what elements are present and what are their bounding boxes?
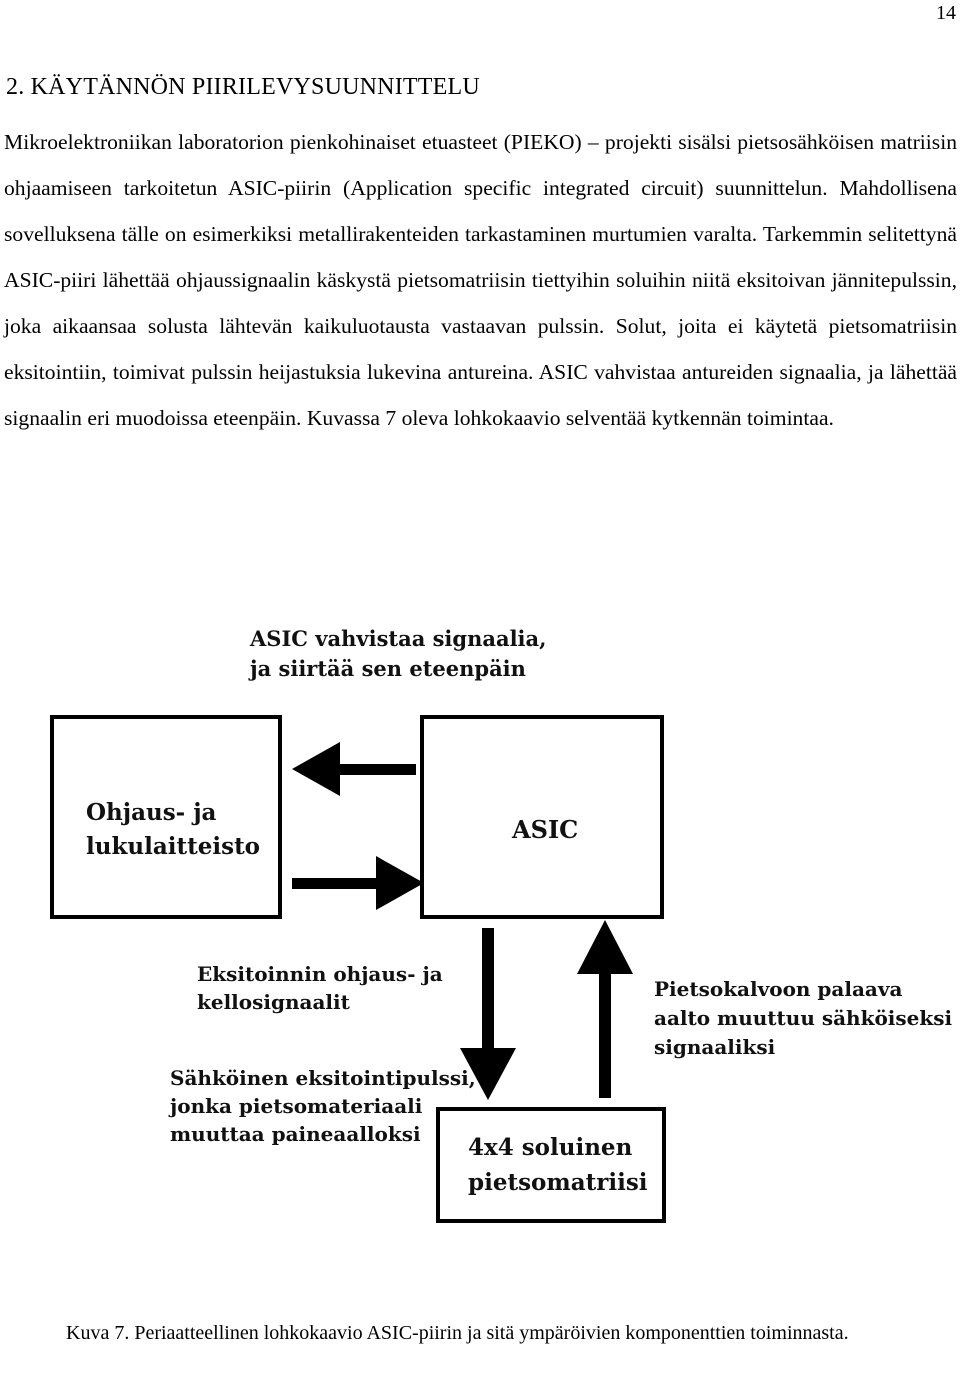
control-block-line-1: Ohjaus- ja (86, 799, 217, 826)
return-label-line-3: signaaliksi (654, 1035, 776, 1059)
top-label-line-1: ASIC vahvistaa signaalia, (250, 626, 547, 651)
page-number: 14 (936, 2, 956, 24)
excitation-label-line-1: Eksitoinnin ohjaus- ja (197, 962, 443, 986)
return-label-line-2: aalto muuttuu sähköiseksi (654, 1006, 953, 1030)
arrow-left-icon (292, 742, 416, 796)
top-label-line-2: ja siirtää sen eteenpäin (250, 656, 526, 681)
arrow-up-icon (577, 920, 633, 1098)
block-diagram (0, 590, 960, 1240)
section-heading: 2. KÄYTÄNNÖN PIIRILEVYSUUNNITTELU (6, 74, 480, 100)
control-block-line-2: lukulaitteisto (86, 833, 261, 860)
asic-block-label: ASIC (512, 815, 579, 844)
figure-caption: Kuva 7. Periaatteellinen lohkokaavio ASIC-piirin ja sitä ympäröivien komponenttien toiminnasta. (66, 1322, 849, 1344)
body-paragraph: Mikroelektroniikan laboratorion pienkohinaiset etuasteet (PIEKO) – projekti sisälsi pietsosähköisen matriisin ohjaamiseen tarkoitetun ASIC-piirin (Application specific integrated circuit) suunnittelun. Mahdollisena sovelluksena tälle on esimerkiksi metallirakenteiden tarkastaminen murtumien varalta. Tarkemmin selitettynä ASIC-piiri lähettää ohjaussignaalin käskystä pietsomatriisin tiettyihin soluihin niitä eksitoivan jännitepulssin, joka aikaansaa solusta lähtevän kaikuluotausta vastaavan pulssin. Solut, joita ei käytetä pietsomatriisin eksitointiin, toimivat pulssin heijastuksia lukevina antureina. ASIC vahvistaa antureiden signaalia, ja lähettää signaalin eri muodoissa eteenpäin. Kuvassa 7 oleva lohkokaavio selventää kytkennän toimintaa. (4, 130, 957, 430)
arrow-right-icon (292, 856, 424, 910)
pulse-label-line-1: Sähköinen eksitointipulssi, (170, 1066, 476, 1090)
pulse-label-line-2: jonka pietsomateriaali (170, 1094, 423, 1118)
return-label-line-1: Pietsokalvoon palaava (654, 977, 903, 1001)
matrix-block-line-1: 4x4 soluinen (468, 1134, 633, 1161)
excitation-label-line-2: kellosignaalit (197, 990, 350, 1014)
pulse-label-line-3: muuttaa paineaalloksi (170, 1122, 421, 1146)
matrix-block-line-2: pietsomatriisi (468, 1169, 648, 1196)
matrix-block (438, 1109, 664, 1221)
